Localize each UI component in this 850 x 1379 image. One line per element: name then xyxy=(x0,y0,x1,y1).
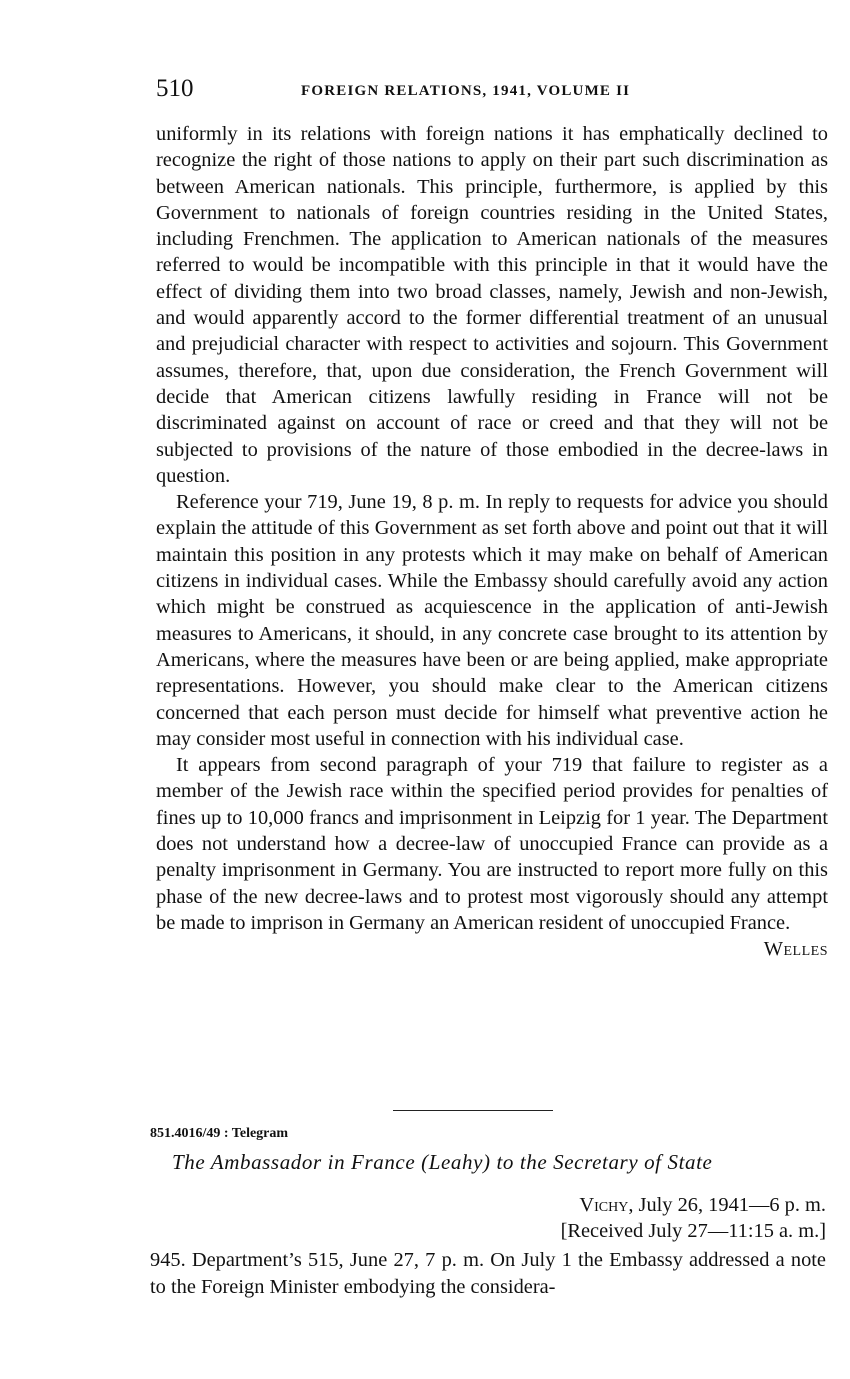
page-header xyxy=(156,72,828,106)
section-divider xyxy=(393,1110,553,1111)
letter-body xyxy=(156,121,828,963)
document-title: The Ambassador in France (Leahy) to the Secretary of State xyxy=(172,1150,713,1174)
signature: Welles xyxy=(763,938,828,961)
paragraph-continuation: uniformly in its relations with foreign nations it has emphatically declined to recognize the right of those nations to apply on their part such discrimination as between American nationals. This principle, furthermore, is applied by this Government to nationals of foreign countries residing in the United States, including Frenchmen. The application to American nationals of the measures referred to would be incompatible with this principle in that it would have the effect of dividing them into two broad classes, namely, Jewish and non-Jewish, and would apparently accord to the former differential treatment of an unusual and prejudicial character with respect to activities and sojourn. This Government assumes, therefore, that, upon due consideration, the French Government will decide that American citizens lawfully residing in France will not be discriminated against on account of race or creed and that they will not be subjected to provisions of the nature of those embodied in the decree-laws in question. xyxy=(156,123,828,487)
file-reference: 851.4016/49 : Telegram xyxy=(150,1126,289,1141)
paragraph-instructions: Reference your 719, June 19, 8 p. m. In reply to requests for advice you should explain the attitude of this Government as set forth above and point out that it will maintain this position in any protests which it may make on behalf of American citizens in individual cases. While the Embassy should carefully avoid any action which might be construed as acquiescence in the application of anti-Jewish measures to Americans, it should, in any concrete case brought to its attention by Americans, where the measures have been or are being applied, make appropriate representations. However, you should make clear to the American citizens concerned that each person must decide for himself what preventive action he may consider most useful in connection with his individual case. xyxy=(156,491,828,750)
dateline-date: , July 26, 1941—6 p. m. xyxy=(628,1194,826,1216)
paragraph-penalties xyxy=(156,752,828,961)
dateline-place: Vichy xyxy=(579,1194,629,1216)
page-number: 510 xyxy=(156,75,194,102)
telegram-text: 945. Department’s 515, June 27, 7 p. m. On July 1 the Embassy addressed a note to the Foreign Minister embodying the considera- xyxy=(150,1249,826,1298)
dateline xyxy=(579,1192,826,1218)
paragraph-penalties-text: It appears from second paragraph of your 719 that failure to register as a member of the Jewish race within the specified period provides for penalties of fines up to 10,000 francs and imprisonment in Leipzig for 1 year. The Department does not understand how a decree-law of unoccupied France can provide as a penalty imprisonment in Germany. You are instructed to report more fully on this phase of the new decree-laws and to protest most vigorously should any attempt be made to imprison in Germany an American resident of unoccupied France. xyxy=(156,754,828,934)
received-line: [Received July 27—11:15 a. m.] xyxy=(560,1220,826,1242)
running-head: FOREIGN RELATIONS, 1941, VOLUME II xyxy=(301,83,631,99)
